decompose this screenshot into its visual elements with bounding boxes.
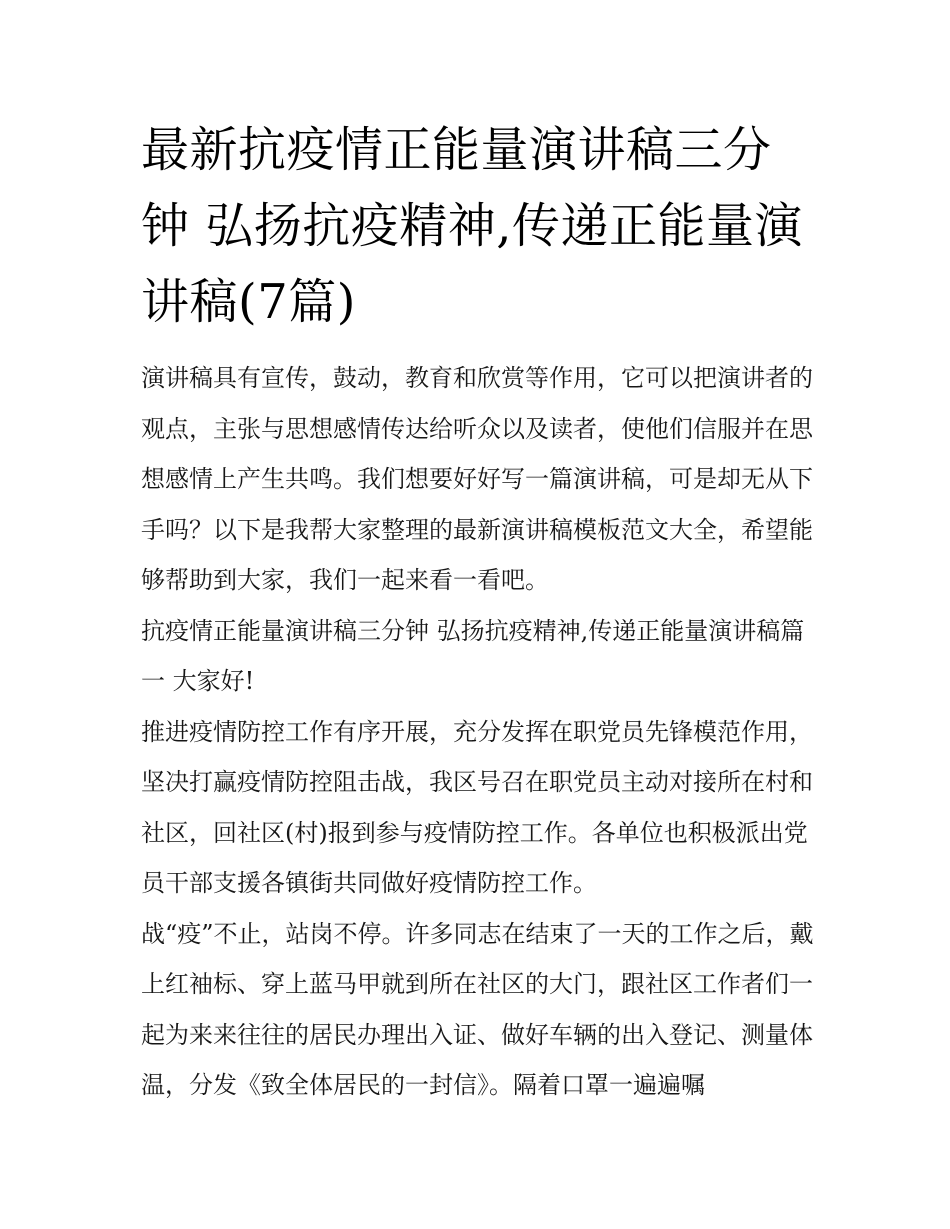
- document-title: 最新抗疫情正能量演讲稿三分钟 弘扬抗疫精神,传递正能量演讲稿(7篇): [141, 122, 804, 330]
- intro-paragraph: 演讲稿具有宣传，鼓动，教育和欣赏等作用，它可以把演讲者的观点，主张与思想感情传达给听众以及读者，使他们信服并在思想感情上产生共鸣。我们想要好好写一篇演讲稿，可是却无从下手吗？以下是我帮大家整理的最新演讲稿模板范文大全，希望能够帮助到大家，我们一起来看一看吧。: [141, 364, 813, 594]
- document-content: [141, 112, 816, 1111]
- body-paragraph-2: 推进疫情防控工作有序开展，充分发挥在职党员先锋模范作用，坚决打赢疫情防控阻击战，我区号召在职党员主动对接所在村和社区，回社区(村)报到参与疫情防控工作。各单位也积极派出党员干部支援各镇街共同做好疫情防控工作。: [141, 717, 813, 897]
- section-heading: 抗疫情正能量演讲稿三分钟 弘扬抗疫精神,传递正能量演讲稿篇一 大家好!: [141, 616, 805, 695]
- body-paragraph-3: 战“疫”不止，站岗不停。许多同志在结束了一天的工作之后，戴上红袖标、穿上蓝马甲就到所在社区的大门，跟社区工作者们一起为来来往往的居民办理出入证、做好车辆的出入登记、测量体温，分发《致全体居民的一封信》。隔着口罩一遍遍嘱: [141, 919, 814, 1099]
